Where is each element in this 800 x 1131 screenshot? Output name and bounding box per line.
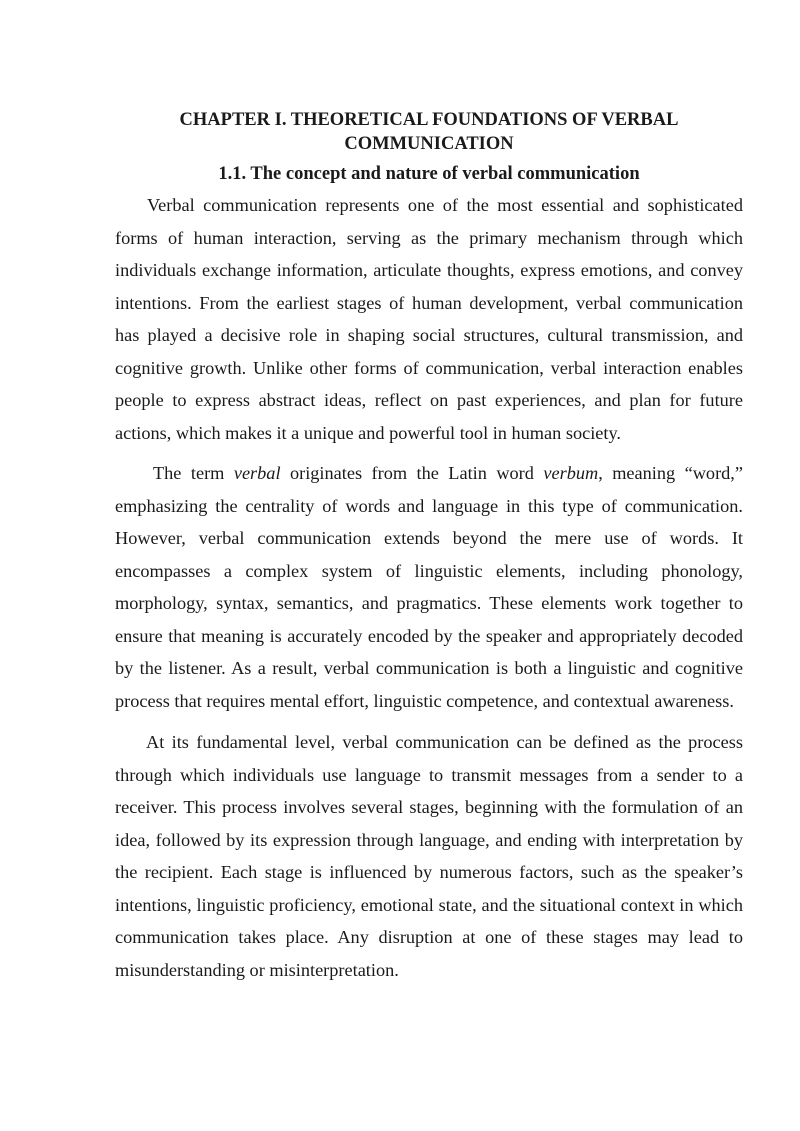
document-page	[115, 108, 743, 986]
term-verbal: verbal	[233, 463, 281, 483]
paragraph-2-text-c: , meaning “word,” emphasizing the centrality of words and language in this type of communication. However, verbal communication extends beyond the mere use of words. It encompasses a complex system of linguistic elements, including phonology, morphology, syntax, semantics, and pragmatics. These elements work together to ensure that meaning is accurately encoded by the speaker and appropriately decoded by the listener. As a result, verbal communication is both a linguistic and cognitive process that requires mental effort, linguistic competence, and contextual awareness.	[115, 463, 743, 711]
term-verbum: verbum	[543, 463, 599, 483]
paragraph-2-text-b: originates from the Latin word	[280, 463, 544, 483]
chapter-title: CHAPTER I. THEORETICAL FOUNDATIONS OF VERBAL COMMUNICATION	[179, 110, 679, 154]
paragraph-1: Verbal communication represents one of the most essential and sophisticated forms of human interaction, serving as the primary mechanism through which individuals exchange information, articulate thoughts, express emotions, and convey intentions. From the earliest stages of human development, verbal communication has played a decisive role in shaping social structures, cultural transmission, and cognitive growth. Unlike other forms of communication, verbal interaction enables people to express abstract ideas, reflect on past experiences, and plan for future actions, which makes it a unique and powerful tool in human society.	[115, 195, 743, 443]
section-title: 1.1. The concept and nature of verbal communication	[218, 164, 640, 184]
paragraph-3: At its fundamental level, verbal communication can be defined as the process through which individuals use language to transmit messages from a sender to a receiver. This process involves several stages, beginning with the formulation of an idea, followed by its expression through language, and ending with interpretation by the recipient. Each stage is influenced by numerous factors, such as the speaker’s intentions, linguistic proficiency, emotional state, and the situational context in which communication takes place. Any disruption at one of these stages may lead to misunderstanding or misinterpretation.	[115, 732, 743, 980]
paragraph-2	[115, 457, 743, 717]
paragraph-2-text-a: The term	[153, 463, 234, 483]
